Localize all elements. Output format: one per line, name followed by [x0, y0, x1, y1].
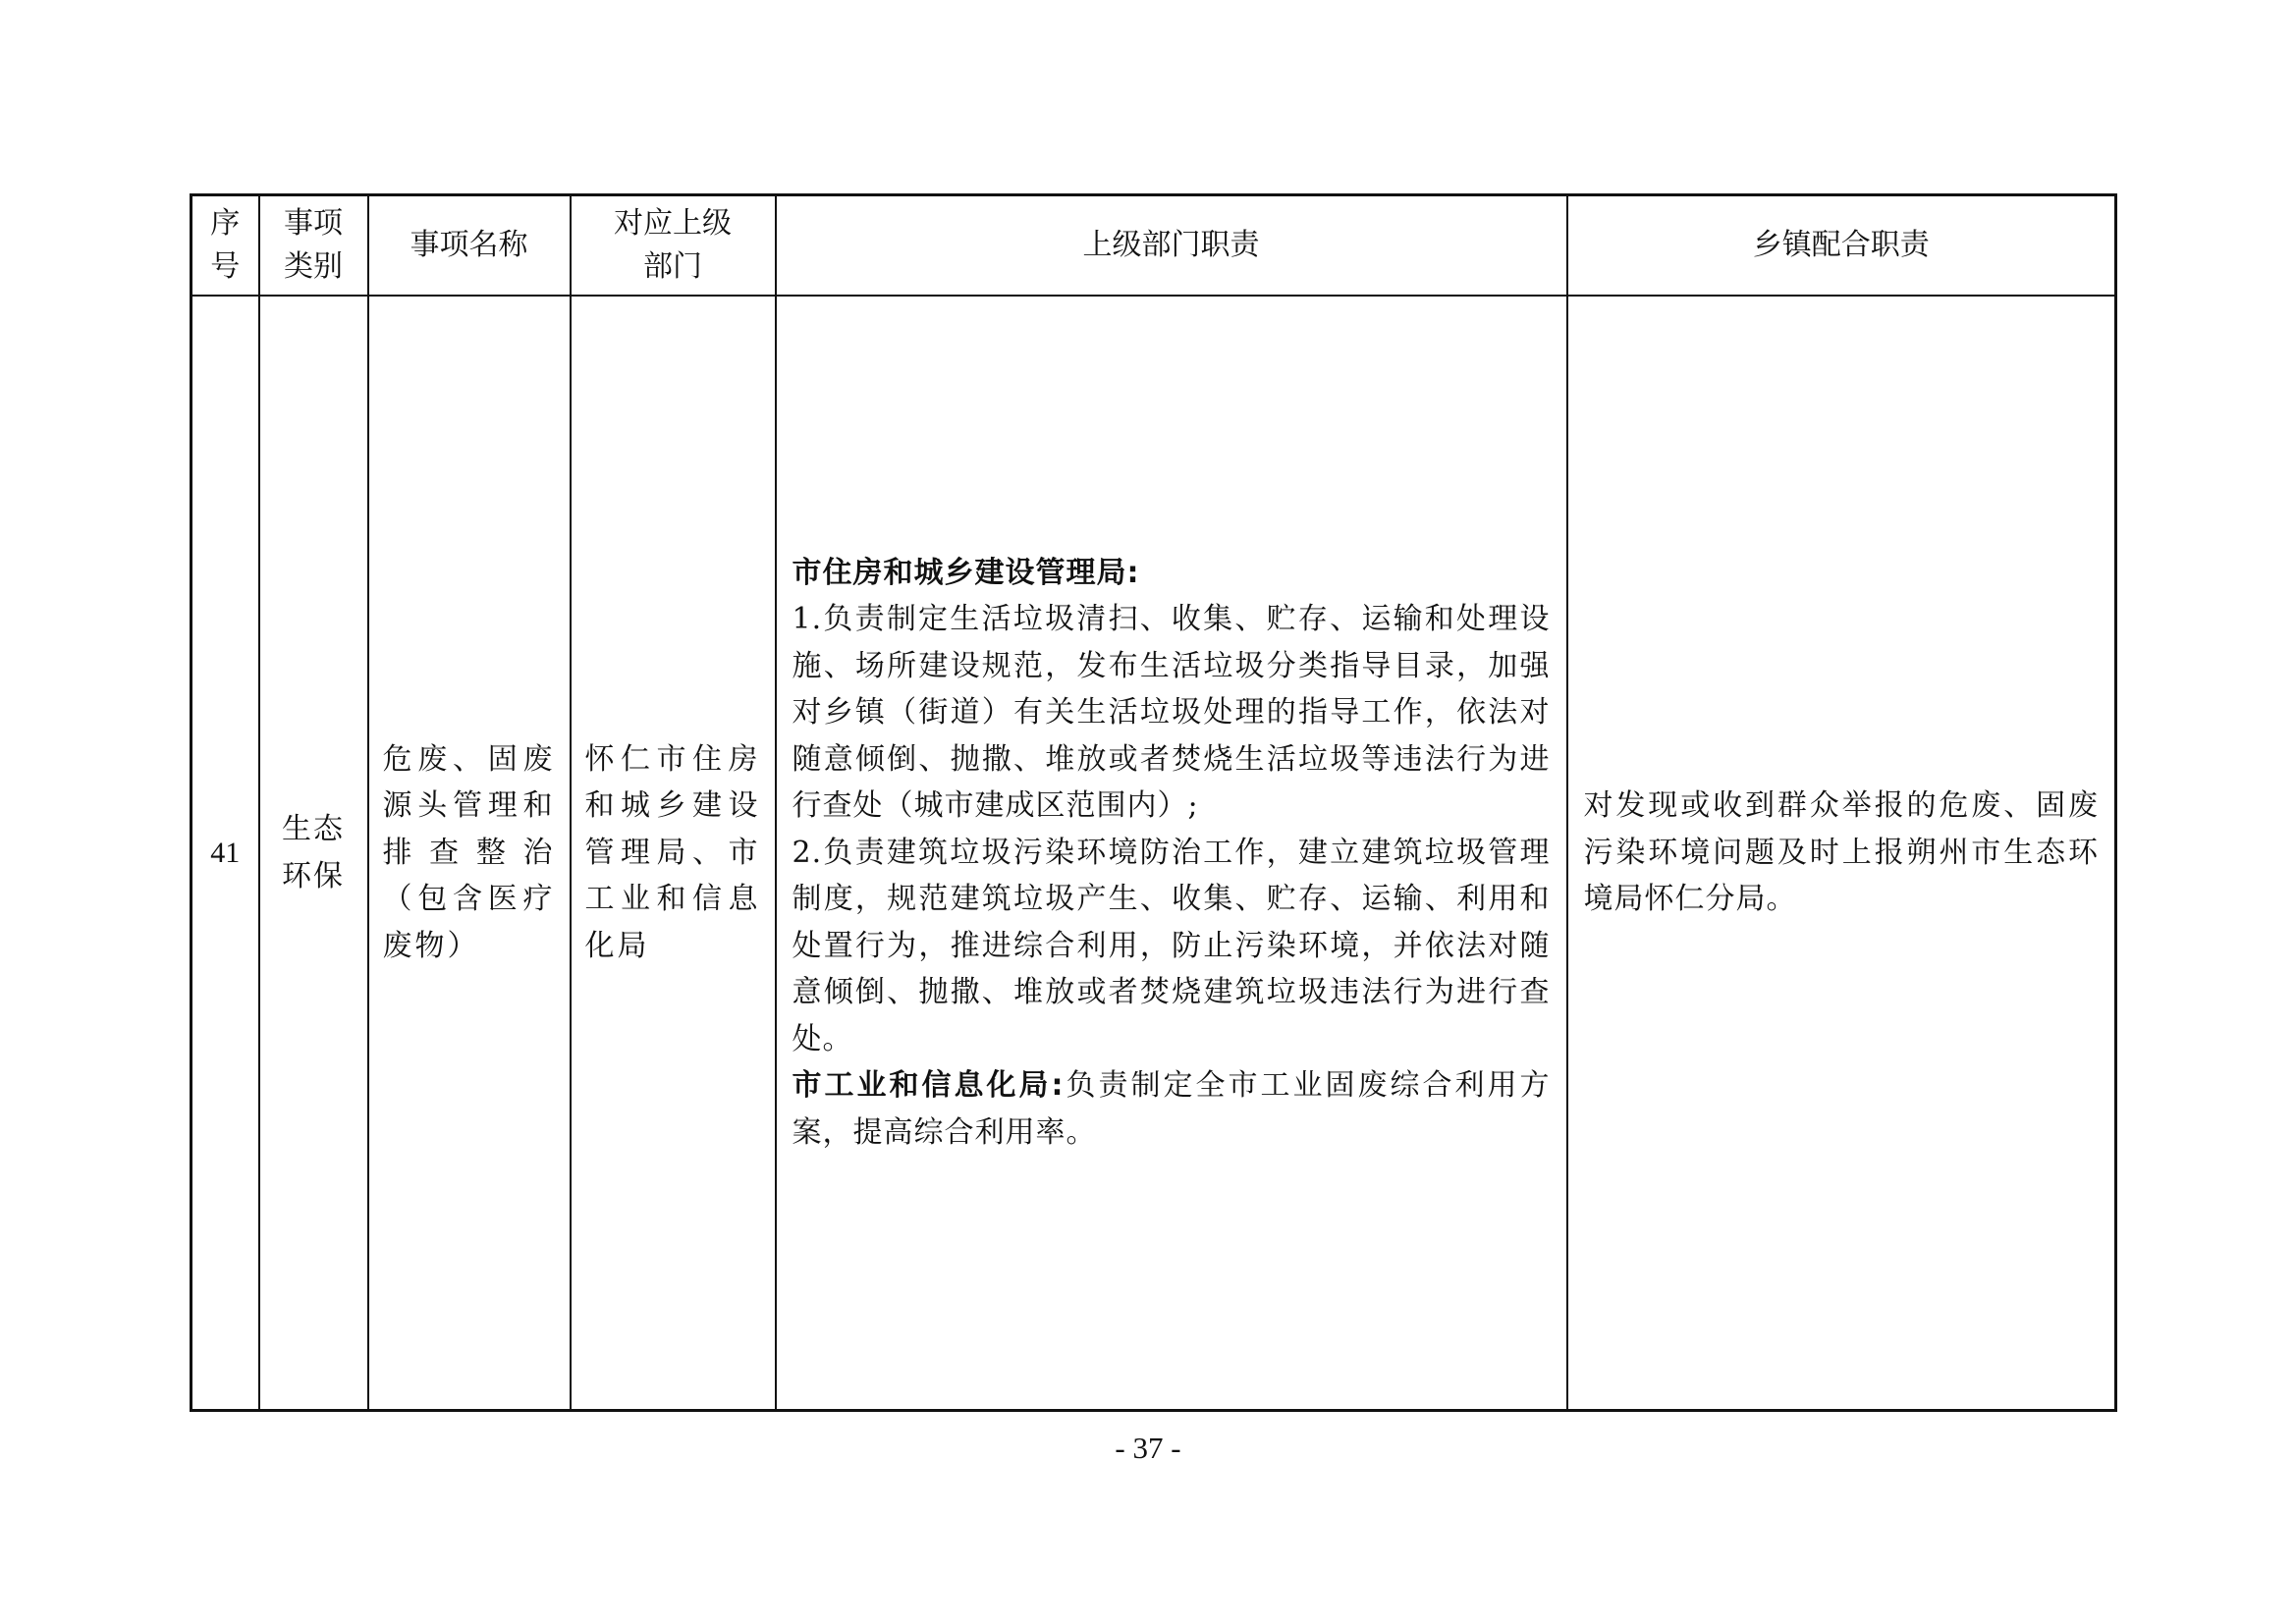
header-seq — [191, 195, 259, 297]
header-seq-text: 序 号 — [210, 206, 241, 284]
header-category-text: 事项 类别 — [284, 206, 343, 284]
header-town-duty-text: 乡镇配合职责 — [1752, 228, 1930, 262]
header-upper-duty-text: 上级部门职责 — [1082, 228, 1260, 262]
row-item-name: 危废、固废源头管理和排查整治（包含医疗废物） — [382, 741, 556, 963]
cell-item-name — [368, 296, 571, 1411]
header-item-name-text: 事项名称 — [410, 228, 528, 262]
cell-upper-duty — [776, 296, 1567, 1411]
table-header-row — [191, 195, 2116, 297]
industry-duty-text: 负责制定全市工业固废综合利用方案，提高综合利用率。 — [792, 1068, 1551, 1150]
page-number: - 37 - — [1115, 1431, 1181, 1465]
responsibility-table — [190, 193, 2117, 1412]
header-upper-duty — [776, 195, 1567, 297]
row-dept: 怀仁市住房和城乡建设管理局、市工业和信息化局 — [584, 741, 761, 963]
industry-bureau-label: 市工业和信息化局: — [792, 1068, 1065, 1104]
housing-duty-item-1: 1.负责制定生活垃圾清扫、收集、贮存、运输和处理设施、场所建设规范，发布生活垃圾分类指导目录，加强对乡镇（街道）有关生活垃圾处理的指导工作，依法对随意倾倒、抛撒、堆放或者焚烧生活垃圾等违法行为进行查处（城市建成区范围内）; — [792, 602, 1551, 824]
row-category: 生态 环保 — [282, 812, 345, 893]
cell-dept — [571, 296, 776, 1411]
housing-bureau-label: 市住房和城乡建设管理局: — [792, 555, 1140, 590]
row-town-duty: 对发现或收到群众举报的危废、固废污染环境问题及时上报朔州市生态环境局怀仁分局。 — [1583, 788, 2099, 917]
housing-duty-item-2: 2.负责建筑垃圾污染环境防治工作，建立建筑垃圾管理制度，规范建筑垃圾产生、收集、贮存、运输、利用和处置行为，推进综合利用，防止污染环境，并依法对随意倾倒、抛撒、堆放或者焚烧建筑垃圾违法行为进行查处。 — [792, 835, 1551, 1056]
header-dept-text: 对应上级 部门 — [614, 206, 732, 284]
cell-seq — [191, 296, 259, 1411]
row-seq: 41 — [210, 836, 241, 869]
header-item-name — [368, 195, 571, 297]
cell-category — [259, 296, 368, 1411]
header-town-duty — [1567, 195, 2116, 297]
cell-town-duty — [1567, 296, 2116, 1411]
header-dept — [571, 195, 776, 297]
industry-duty — [793, 1062, 1551, 1156]
table-row — [191, 296, 2116, 1411]
header-category — [259, 195, 368, 297]
